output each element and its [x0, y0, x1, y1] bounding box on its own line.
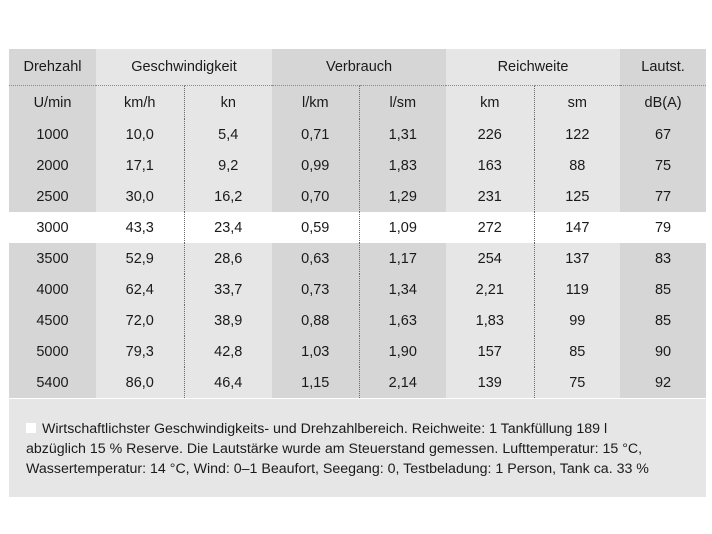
cell-kmh: 10,0: [96, 119, 184, 150]
cell-l-per-sm: 1,29: [359, 181, 446, 212]
cell-km: 163: [446, 150, 534, 181]
cell-sm: 125: [534, 181, 620, 212]
cell-l-per-km: 0,73: [272, 274, 359, 305]
unit-dba: dB(A): [620, 86, 706, 120]
cell-sm: 75: [534, 367, 620, 398]
cell-drehzahl: 3000: [9, 212, 96, 243]
table-row: [9, 274, 706, 305]
group-header-row: [9, 49, 706, 86]
cell-drehzahl: 1000: [9, 119, 96, 150]
cell-sm: 137: [534, 243, 620, 274]
cell-kn: 23,4: [184, 212, 272, 243]
cell-l-per-sm: 1,17: [359, 243, 446, 274]
cell-km: 1,83: [446, 305, 534, 336]
unit-l-per-km: l/km: [272, 86, 359, 120]
header-geschwindigkeit: Geschwindigkeit: [96, 49, 272, 86]
cell-kn: 16,2: [184, 181, 272, 212]
cell-kn: 9,2: [184, 150, 272, 181]
cell-km: 139: [446, 367, 534, 398]
cell-dba: 67: [620, 119, 706, 150]
header-lautstaerke: Lautst.: [620, 49, 706, 86]
cell-dba: 77: [620, 181, 706, 212]
cell-kmh: 86,0: [96, 367, 184, 398]
table-row-highlighted: [9, 212, 706, 243]
cell-l-per-sm: 1,34: [359, 274, 446, 305]
unit-header-row: [9, 86, 706, 120]
cell-drehzahl: 5400: [9, 367, 96, 398]
cell-kmh: 62,4: [96, 274, 184, 305]
cell-l-per-sm: 1,83: [359, 150, 446, 181]
table-row: [9, 305, 706, 336]
table-row: [9, 367, 706, 398]
unit-sm: sm: [534, 86, 620, 120]
cell-drehzahl: 2500: [9, 181, 96, 212]
cell-sm: 122: [534, 119, 620, 150]
unit-l-per-sm: l/sm: [359, 86, 446, 120]
cell-kmh: 52,9: [96, 243, 184, 274]
footnote-text-1: Wirtschaftlichster Geschwindigkeits- und Drehzahlbereich. Reichweite: 1 Tankfüllung 189 l: [42, 421, 608, 437]
cell-kn: 38,9: [184, 305, 272, 336]
cell-dba: 85: [620, 305, 706, 336]
table-row: [9, 336, 706, 367]
cell-km: 254: [446, 243, 534, 274]
cell-drehzahl: 4000: [9, 274, 96, 305]
cell-sm: 88: [534, 150, 620, 181]
cell-kn: 46,4: [184, 367, 272, 398]
header-verbrauch: Verbrauch: [272, 49, 446, 86]
table-row: [9, 243, 706, 274]
cell-l-per-km: 0,63: [272, 243, 359, 274]
cell-dba: 90: [620, 336, 706, 367]
table-row: [9, 150, 706, 181]
header-reichweite: Reichweite: [446, 49, 620, 86]
unit-kn: kn: [184, 86, 272, 120]
cell-kn: 5,4: [184, 119, 272, 150]
performance-table: [9, 49, 706, 398]
footnote-box: [9, 399, 706, 497]
cell-dba: 85: [620, 274, 706, 305]
footnote-line-3: Wassertemperatur: 14 °C, Wind: 0–1 Beaufort, Seegang: 0, Testbeladung: 1 Person, Tank ca. 33 %: [26, 461, 649, 477]
cell-sm: 147: [534, 212, 620, 243]
cell-l-per-sm: 1,90: [359, 336, 446, 367]
cell-kn: 33,7: [184, 274, 272, 305]
cell-kmh: 17,1: [96, 150, 184, 181]
cell-kmh: 43,3: [96, 212, 184, 243]
cell-km: 226: [446, 119, 534, 150]
cell-drehzahl: 3500: [9, 243, 96, 274]
cell-kmh: 79,3: [96, 336, 184, 367]
cell-drehzahl: 4500: [9, 305, 96, 336]
cell-km: 231: [446, 181, 534, 212]
unit-km: km: [446, 86, 534, 120]
performance-table-wrapper: [9, 49, 706, 398]
legend-square-icon: [26, 423, 36, 433]
cell-l-per-sm: 1,09: [359, 212, 446, 243]
cell-dba: 79: [620, 212, 706, 243]
header-drehzahl: Drehzahl: [9, 49, 96, 86]
footnote-line-1: [26, 419, 690, 439]
table-body: [9, 119, 706, 398]
cell-km: 2,21: [446, 274, 534, 305]
cell-kmh: 30,0: [96, 181, 184, 212]
cell-l-per-km: 0,99: [272, 150, 359, 181]
cell-l-per-km: 1,03: [272, 336, 359, 367]
cell-l-per-sm: 1,63: [359, 305, 446, 336]
table-row: [9, 181, 706, 212]
cell-kn: 42,8: [184, 336, 272, 367]
cell-drehzahl: 5000: [9, 336, 96, 367]
cell-l-per-km: 0,71: [272, 119, 359, 150]
cell-dba: 75: [620, 150, 706, 181]
cell-l-per-sm: 2,14: [359, 367, 446, 398]
cell-l-per-sm: 1,31: [359, 119, 446, 150]
unit-rpm: U/min: [9, 86, 96, 120]
cell-l-per-km: 0,59: [272, 212, 359, 243]
cell-l-per-km: 1,15: [272, 367, 359, 398]
footnote-line-2: abzüglich 15 % Reserve. Die Lautstärke wurde am Steuerstand gemessen. Lufttemperatur: 15 °C,: [26, 441, 643, 457]
cell-dba: 92: [620, 367, 706, 398]
table-row: [9, 119, 706, 150]
cell-km: 272: [446, 212, 534, 243]
cell-sm: 119: [534, 274, 620, 305]
cell-km: 157: [446, 336, 534, 367]
unit-kmh: km/h: [96, 86, 184, 120]
cell-drehzahl: 2000: [9, 150, 96, 181]
cell-dba: 83: [620, 243, 706, 274]
cell-sm: 99: [534, 305, 620, 336]
cell-sm: 85: [534, 336, 620, 367]
cell-kn: 28,6: [184, 243, 272, 274]
cell-kmh: 72,0: [96, 305, 184, 336]
cell-l-per-km: 0,88: [272, 305, 359, 336]
cell-l-per-km: 0,70: [272, 181, 359, 212]
